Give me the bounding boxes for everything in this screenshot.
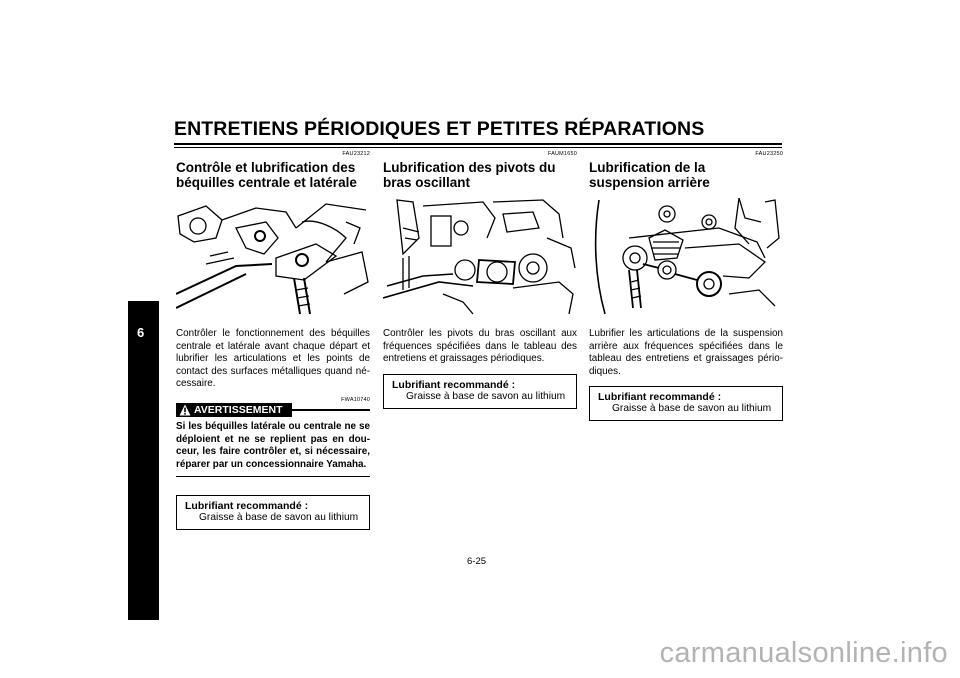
- warning-label: [176, 403, 292, 417]
- section-title: Lubrification de la suspension arrière: [589, 160, 710, 190]
- chapter-number: 6: [137, 325, 145, 340]
- section-stands: [176, 151, 370, 530]
- section-code: FAU23250: [755, 151, 783, 157]
- chapter-tab: [128, 301, 159, 620]
- lubricant-box: [383, 374, 577, 409]
- page-number: 6-25: [467, 556, 487, 567]
- lubricant-box: [176, 495, 370, 530]
- section-code: FAU23212: [342, 151, 370, 157]
- lubricant-label: Lubrifiant recommandé :: [598, 391, 722, 404]
- section-body: Contrôler le fonctionnement des béquilles centrale et latérale avant chaque départ et lubrifier les articulations et les points de contact des surfaces métalliques quand né-cessaire.: [176, 328, 370, 390]
- warning-rule: [292, 409, 370, 411]
- page-title: ENTRETIENS PÉRIODIQUES ET PETITES RÉPARATIONS: [174, 118, 705, 140]
- warning-code: FWA10740: [341, 396, 370, 403]
- lubricant-value: Graisse à base de savon au lithium: [612, 403, 772, 415]
- lubricant-box: [589, 386, 783, 421]
- section-title: Contrôle et lubrification des béquilles centrale et latérale: [176, 160, 357, 190]
- section-swingarm: [383, 151, 577, 409]
- section-title: Lubrification des pivots du bras oscillant: [383, 160, 556, 190]
- rear-suspension-illustration: [589, 198, 783, 316]
- lubricant-value: Graisse à base de savon au lithium: [406, 390, 566, 402]
- lubricant-label: Lubrifiant recommandé :: [185, 500, 309, 513]
- lubricant-label: Lubrifiant recommandé :: [392, 378, 516, 391]
- section-code: FAUM1650: [547, 151, 577, 157]
- watermark: carmanualsonline.info: [659, 637, 948, 669]
- warning-triangle-icon: [179, 404, 191, 416]
- section-rear-suspension: [589, 151, 783, 421]
- warning-header: [176, 397, 370, 417]
- swingarm-pivot-illustration: [383, 198, 577, 316]
- warning-text: Si les béquilles latérale ou centrale ne se déploient et ne se replient pas en dou-ceur, les faire contrôler et, si nécessaire, réparer par un concessionnaire Yamaha.: [176, 421, 370, 477]
- section-body: Contrôler les pivots du bras oscillant aux fréquences spécifiées dans le tableau des entretiens et graissages périodiques.: [383, 328, 577, 365]
- section-body: Lubrifier les articulations de la suspension arrière aux fréquences spécifiées dans le tableau des entretiens et graissages pério-diques.: [589, 328, 783, 377]
- warning-label-text: AVERTISSEMENT: [194, 403, 283, 416]
- lubricant-value: Graisse à base de savon au lithium: [199, 512, 359, 524]
- title-rule: [174, 143, 782, 148]
- stand-pivot-illustration: [176, 198, 370, 316]
